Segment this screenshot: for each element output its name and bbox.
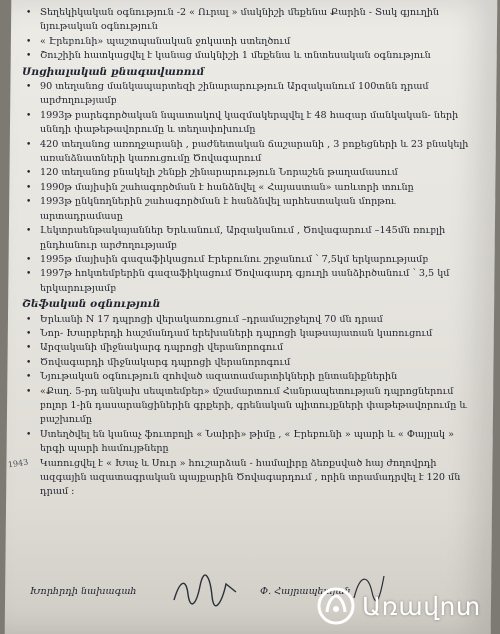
bullet-icon: • — [26, 197, 32, 208]
social-item-text: 90 տեղանոց մանկապարտեզի շինարարություն Արզականում 100տնն դրամ արժողությամբ — [40, 81, 429, 107]
social-item — [22, 80, 480, 109]
closing-paragraph — [7, 457, 480, 500]
social-item — [22, 195, 480, 224]
bullet-icon: • — [26, 269, 32, 280]
top-item — [22, 49, 480, 63]
margin-note: 1943 — [7, 457, 29, 469]
bullet-icon: • — [26, 110, 32, 121]
heading-patronage: Շեֆական օգնություն — [22, 298, 161, 311]
bullet-icon: • — [26, 357, 32, 368]
patronage-item-text: «Քաղ. 5-րդ անկախ սեպտեմբեր» մշամարտում Հանրապետության դպրոցներում բոլոր 1-ին դասարանցիներին գրքերի, գրենական պիտույքների փաթեթավորումը և բաշխումը — [40, 385, 467, 426]
bullet-icon: • — [26, 36, 32, 47]
bullet-icon: • — [26, 82, 32, 93]
bullet-icon: • — [26, 314, 32, 325]
list-patronage — [22, 313, 480, 457]
patronage-item — [22, 356, 480, 370]
bullet-icon: • — [26, 182, 32, 193]
top-item — [22, 6, 480, 35]
top-item-text: « Էրեբունի» պաշտպանական ջոկատի ստեղծում — [40, 35, 291, 47]
bullet-icon: • — [26, 328, 32, 339]
bullet-icon: • — [26, 226, 32, 237]
signature-scribble — [170, 572, 240, 612]
bullet-icon: • — [26, 139, 32, 150]
closing-text: Կառուցվել է « Խաչ և Սուր » հուշարձան - համալիրը ձեռքսված հայ ժողովրդի ազգային ազատագրական պայքարին Ծովագարդում , որին տրամադրվել է 120 մն դրամ : — [40, 457, 461, 498]
patronage-item — [22, 327, 480, 341]
signature-left-label: Խորհրդի նախագահ — [30, 586, 137, 597]
social-item-text: 1997թ հոկտեմբերին գազաֆիկացում Ծովագարդ գյուղի սանձիրծանում ՝ 3,5 կմ երկարությամբ — [40, 268, 450, 294]
social-item — [22, 181, 480, 195]
top-item — [22, 35, 480, 49]
watermark-text: Առավոտ — [362, 591, 481, 621]
bullet-icon: • — [26, 51, 32, 62]
bullet-icon: • — [26, 168, 32, 179]
patronage-item-text: Նյութական օգնություն զոհված ազատամարտիկների ընտանիքներին — [40, 371, 398, 383]
patronage-item-text: Ստեղծվել են կանաչ ֆուտբոլի « Նաիրի» թիմը , « Էրեբունի » պարի և « Փայլակ » երգի պարի համույթները — [40, 428, 454, 455]
document-body — [7, 6, 480, 500]
social-item — [22, 166, 480, 180]
social-item-text: 420 տեղանոց առողջարանի , բաժնետական ճաշարանի , 3 բոքեցների և 23 բնակելի առանձնատների կառուցումը Ծովագարում — [40, 138, 469, 165]
social-item-text: 120 տեղանոց բնակելի շենքի շինարարություն Նորաշեն թաղամասում — [40, 167, 398, 179]
top-item-text: Շուշիին հատկացվել է կանաց մակնիշի 1 մեքենա և տնտեսական օգնություն — [40, 50, 431, 62]
patronage-item — [22, 341, 480, 355]
bullet-icon: • — [26, 429, 32, 440]
social-item — [22, 267, 480, 296]
list-social — [22, 80, 480, 296]
social-item-text: 1995թ մայիսին գազաֆիկացում Էրեբունու շրջանում ՝ 7,5կմ երկարությամբ — [40, 253, 429, 265]
bullet-icon: • — [26, 254, 32, 265]
patronage-item-text: Ծովագարդի միջնակարգ դպրոցի վերանորոգում — [40, 356, 291, 368]
social-item — [22, 253, 480, 267]
social-item — [22, 224, 480, 253]
patronage-item — [22, 385, 480, 428]
social-item-text: Լեկտրաենթակայաններ Երևանում, Արզականում , Ծովագարում –145մն ռուբլի ընդհանուր արժողությամբ — [40, 225, 446, 251]
patronage-item — [22, 370, 480, 384]
bullet-icon: • — [26, 8, 32, 18]
bullet-icon: • — [26, 372, 32, 383]
top-item-text: Տեղեկիկական օգնություն -2 « Ուրալ » մակնիշի մեքենա Քարին - Տակ գյուղին նյութական օգնություն — [40, 7, 440, 33]
social-item-text: 1993թ ընկնողներին շահագործման է հանձնվել արհեստական մորթու արտադրամասը — [40, 196, 396, 222]
social-item-text: 1990թ մայիսին շահագործման է հանձնվել « Հայաստան» առևտրի տունը — [40, 181, 414, 193]
patronage-item-text: Նոր- Խարբերդի հաշմանդամ երեխաների դպրոցի կաթսայատան կառուցում — [40, 327, 433, 339]
bullet-icon: • — [26, 343, 32, 354]
patronage-item-text: Երևանի N 17 դպրոցի վերակառուցում –դրամաշրջելով 70 մն դրամ — [40, 313, 383, 325]
watermark — [316, 582, 496, 630]
patronage-item-text: Արզականի միջնակարգ դպրոցի վերանորոգում — [40, 342, 284, 354]
watermark-logo-icon — [316, 586, 356, 626]
bullet-icon: • — [26, 386, 32, 397]
social-item — [22, 138, 480, 167]
list-top — [22, 6, 480, 64]
patronage-item — [22, 428, 480, 457]
social-item — [22, 109, 480, 138]
patronage-item — [22, 313, 480, 327]
signature-right-label: Փ. Հայրապետյան — [260, 586, 351, 597]
heading-social: Սոցիալական քնագավառում — [22, 65, 205, 78]
social-item-text: 1993թ բարեգործական նպատակով կազմակերպվել է 48 հազար մանկական- ների սննդի փաթեթավորումը և տեղափոխումը — [40, 109, 459, 136]
